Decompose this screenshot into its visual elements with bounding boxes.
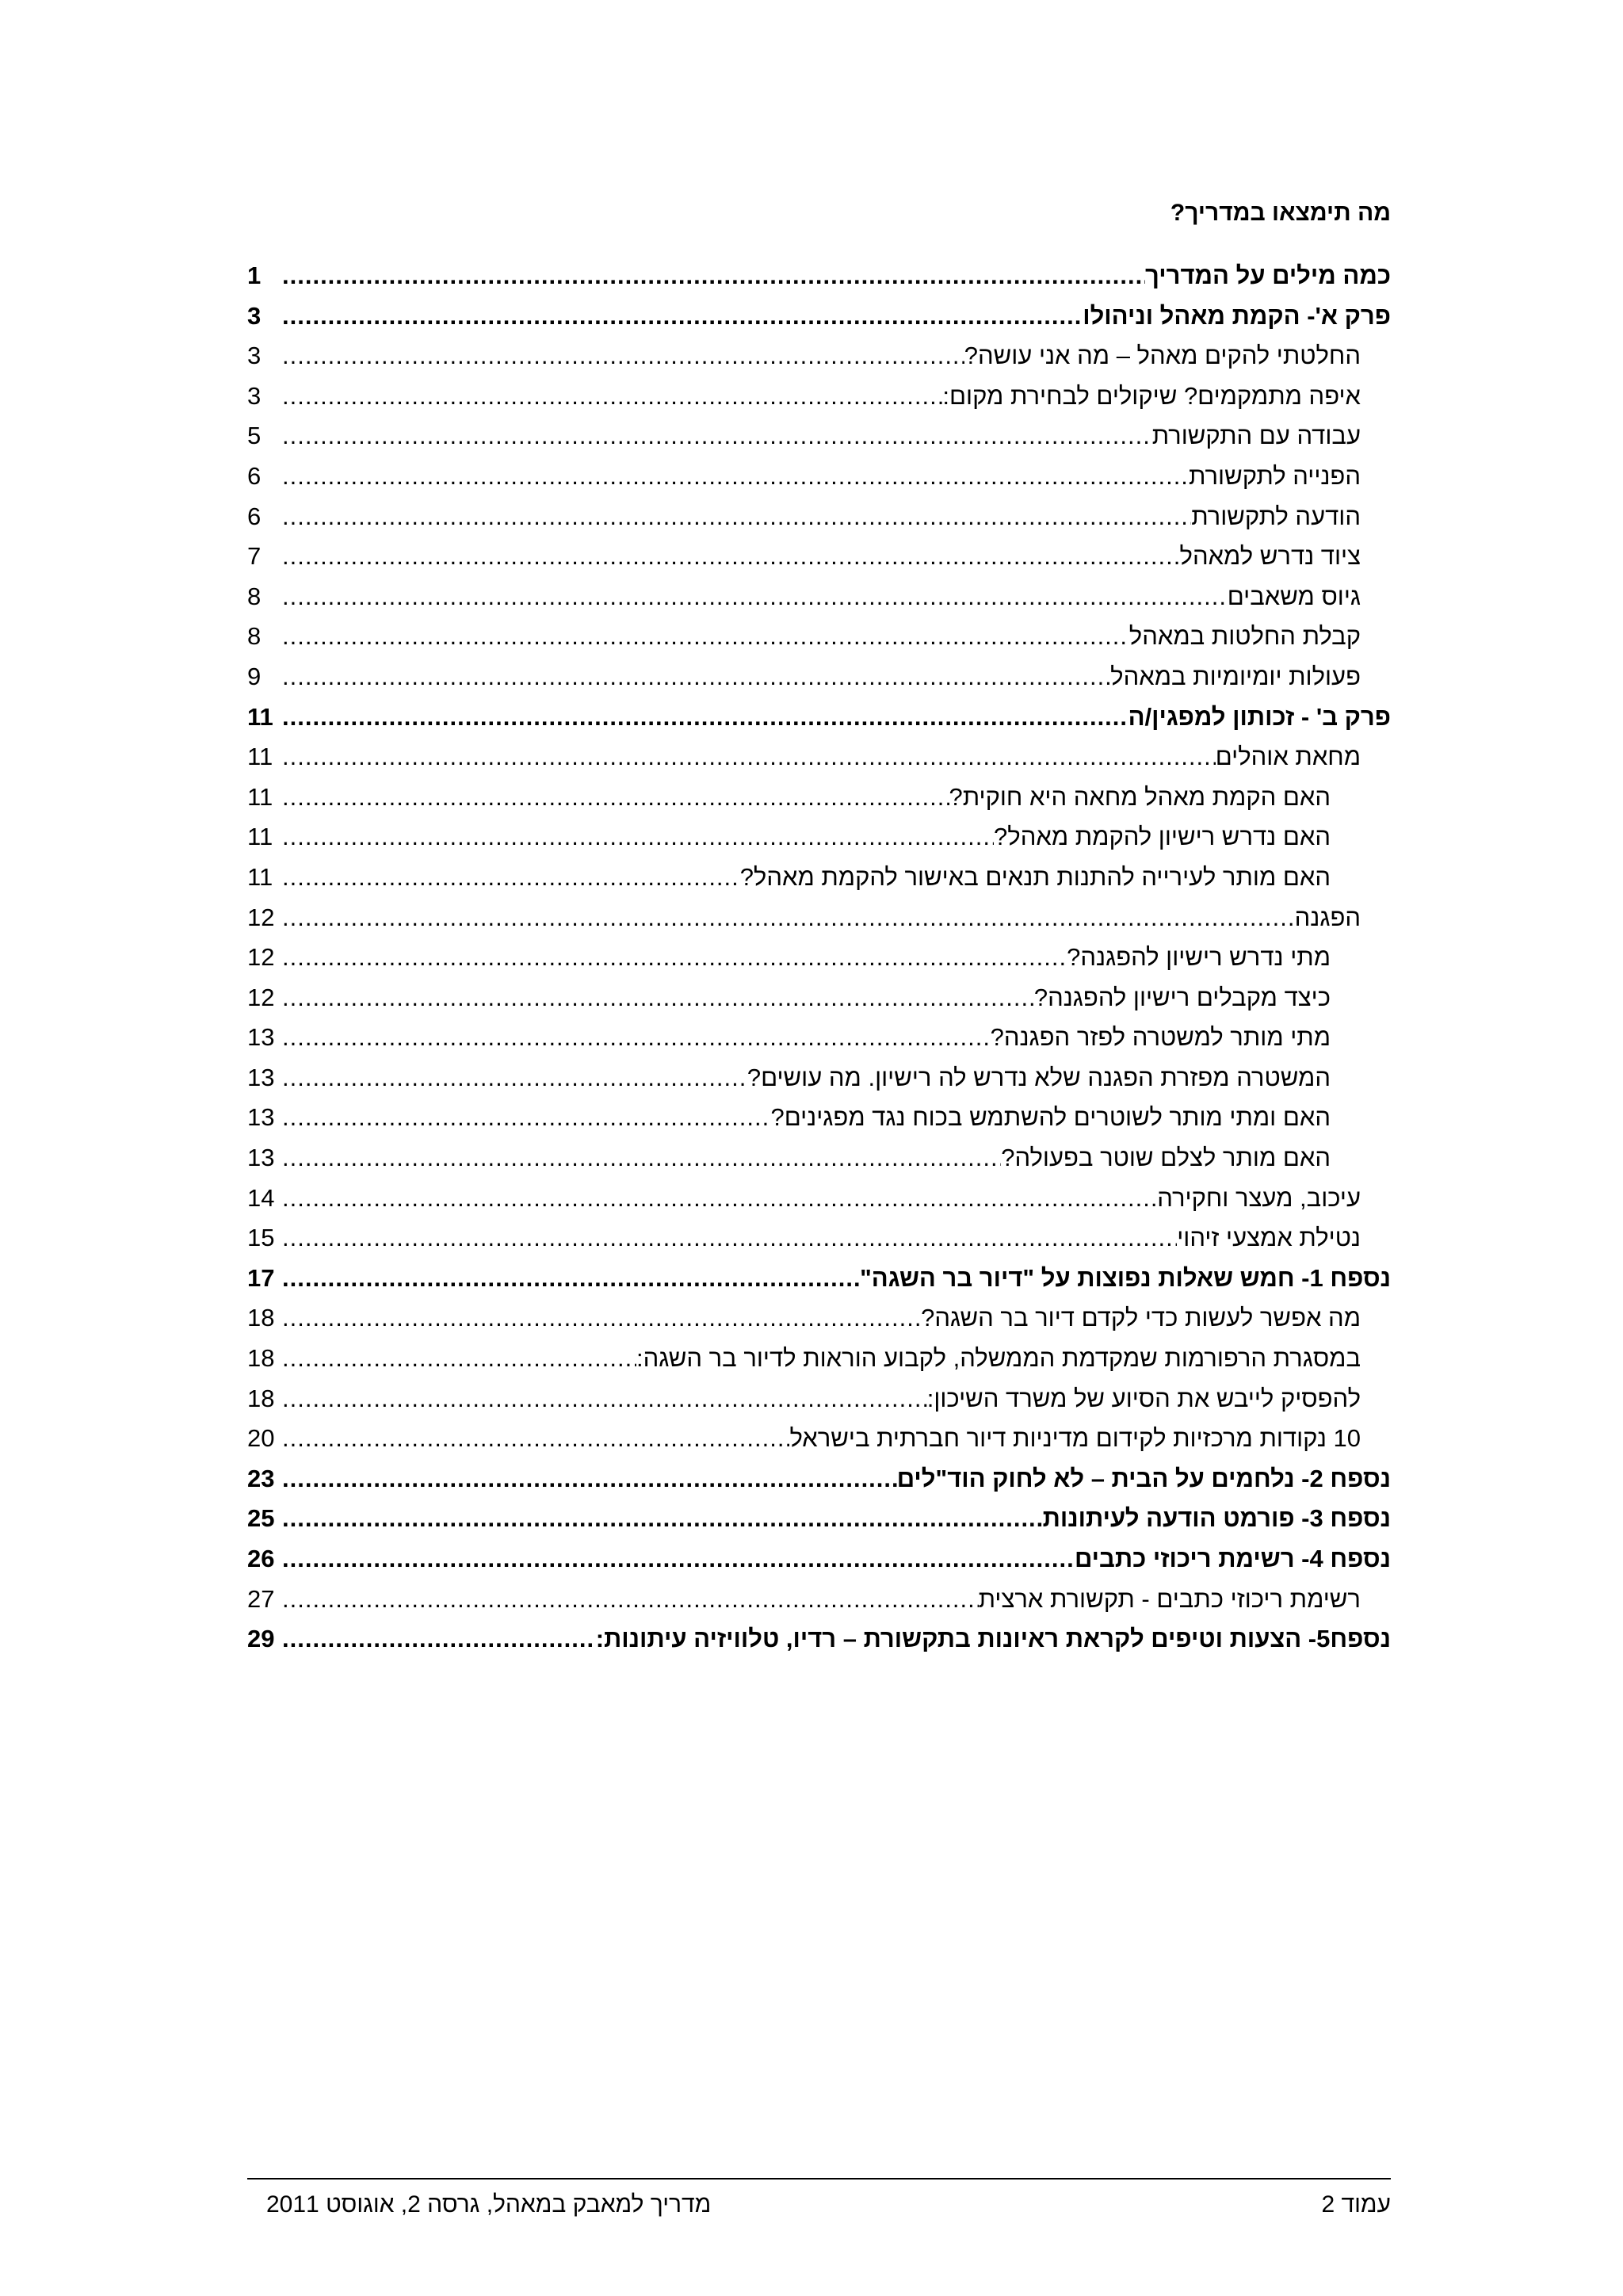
toc-entry-page-number: 18 [247, 1304, 275, 1332]
toc-entry-page-number: 7 [247, 542, 262, 571]
toc-dot-leader [282, 1344, 636, 1373]
toc-entry[interactable] [247, 1264, 1391, 1305]
toc-dot-leader [282, 984, 1034, 1012]
toc-entry[interactable] [247, 1385, 1391, 1425]
toc-entry-title: האם מותר לעירייה להתנות תנאים באישור להקמת מאהל? [739, 862, 1331, 891]
toc-dot-leader [282, 302, 1083, 330]
toc-entry[interactable] [247, 622, 1391, 663]
toc-entry-title: פרק א'- הקמת מאהל וניהולו [1083, 301, 1391, 330]
toc-entry-title: הפגנה [1294, 903, 1361, 931]
toc-entry-title: עיכוב, מעצר וחקירה [1157, 1183, 1361, 1212]
toc-entry[interactable] [247, 943, 1391, 984]
toc-entry[interactable] [247, 663, 1391, 703]
toc-entry[interactable] [247, 984, 1391, 1024]
toc-entry-page-number: 13 [247, 1103, 275, 1132]
toc-dot-leader [282, 502, 1191, 531]
footer-divider [247, 2178, 1391, 2179]
toc-entry-page-number: 11 [247, 862, 273, 891]
toc-entry-title: נספח 1- חמש שאלות נפוצות על "דיור בר השגה" [860, 1263, 1391, 1292]
toc-dot-leader [282, 1064, 747, 1092]
toc-dot-leader [282, 422, 1152, 450]
toc-entry-title: המשטרה מפזרת הפגנה שלא נדרש לה רישיון. מה עושים? [747, 1063, 1331, 1091]
toc-entry-title: מה אפשר לעשות כדי לקדם דיור בר השגה? [921, 1304, 1361, 1332]
toc-dot-leader [282, 462, 1189, 491]
toc-entry-title: במסגרת הרפורמות שמקדמת הממשלה, לקבוע הוראות לדיור בר השגה: [636, 1344, 1361, 1373]
toc-entry-page-number: 11 [247, 743, 273, 771]
toc-entry-title: מתי מותר למשטרה לפזר הפגנה? [990, 1023, 1331, 1052]
toc-entry[interactable] [247, 783, 1391, 823]
toc-entry-title: קבלת החלטות במאהל [1128, 622, 1361, 651]
toc-dot-leader [282, 542, 1180, 571]
toc-entry-title: פרק ב' - זכותון למפגין/ה [1128, 702, 1391, 731]
toc-entry[interactable] [247, 502, 1391, 543]
toc-dot-leader [282, 622, 1129, 651]
toc-entry-page-number: 17 [247, 1263, 275, 1292]
toc-dot-leader [282, 1184, 1157, 1213]
toc-entry-page-number: 23 [247, 1464, 275, 1492]
toc-entry-title: פעולות יומיומיות במאהל [1110, 662, 1361, 690]
toc-entry[interactable] [247, 1304, 1391, 1344]
toc-entry-page-number: 3 [247, 342, 262, 370]
toc-dot-leader [282, 1023, 991, 1052]
toc-dot-leader [282, 1585, 979, 1614]
toc-dot-leader [282, 1304, 921, 1332]
toc-entry-title: כיצד מקבלים רישיון להפגנה? [1033, 983, 1331, 1011]
toc-entry-page-number: 15 [247, 1224, 275, 1252]
toc-entry[interactable] [247, 1103, 1391, 1144]
toc-entry[interactable] [247, 703, 1391, 743]
toc-entry-title: הפנייה לתקשורת [1189, 461, 1361, 490]
toc-entry[interactable] [247, 422, 1391, 462]
toc-entry-page-number: 26 [247, 1545, 275, 1572]
toc-dot-leader [282, 783, 949, 812]
toc-entry-page-number: 11 [247, 782, 273, 811]
toc-dot-leader [282, 703, 1128, 732]
page-footer [247, 2191, 1391, 2223]
toc-entry[interactable] [247, 1064, 1391, 1104]
toc-dot-leader [282, 262, 1145, 290]
toc-entry[interactable] [247, 904, 1391, 944]
toc-entry-title: האם נדרש רישיון להקמת מאהל? [994, 823, 1331, 851]
toc-entry[interactable] [247, 863, 1391, 904]
toc-entry[interactable] [247, 542, 1391, 583]
toc-entry[interactable] [247, 1184, 1391, 1224]
toc-entry-title: ציוד נדרש למאהל [1179, 542, 1361, 571]
toc-entry-title: החלטתי להקים מאהל – מה אני עושה? [964, 342, 1361, 370]
toc-dot-leader [282, 1545, 1075, 1573]
toc-entry-page-number: 8 [247, 622, 262, 651]
toc-dot-leader [282, 1103, 770, 1132]
toc-entry[interactable] [247, 262, 1391, 302]
toc-entry-page-number: 25 [247, 1504, 275, 1533]
toc-dot-leader [282, 863, 740, 892]
toc-entry-page-number: 5 [247, 422, 262, 450]
toc-entry-title: איפה מתמקמים? שיקולים לבחירת מקום: [942, 381, 1361, 410]
toc-entry-page-number: 3 [247, 381, 262, 410]
toc-dot-leader [282, 1385, 927, 1413]
toc-entry-page-number: 13 [247, 1144, 275, 1172]
table-of-contents [247, 262, 1391, 1665]
toc-entry[interactable] [247, 823, 1391, 863]
toc-entry-page-number: 8 [247, 582, 262, 610]
toc-entry-title: נספח 4- רשימת ריכוזי כתבים [1074, 1545, 1391, 1572]
toc-dot-leader [282, 663, 1110, 691]
toc-entry-title: נספח 2- נלחמים על הבית – לא לחוק הוד"לים [896, 1464, 1391, 1492]
toc-entry[interactable] [247, 1023, 1391, 1064]
toc-entry-page-number: 13 [247, 1023, 275, 1052]
toc-entry-page-number: 6 [247, 502, 262, 530]
toc-entry-page-number: 12 [247, 983, 275, 1011]
toc-entry-title: כמה מילים על המדריך [1145, 262, 1391, 289]
toc-entry-title: גיוס משאבים [1227, 582, 1361, 610]
toc-entry-title: עבודה עם התקשורת [1151, 422, 1361, 450]
toc-entry[interactable] [247, 1585, 1391, 1626]
footer-page-number: עמוד 2 [1321, 2191, 1391, 2218]
toc-entry[interactable] [247, 1545, 1391, 1585]
toc-entry[interactable] [247, 302, 1391, 342]
toc-entry-page-number: 18 [247, 1344, 275, 1373]
toc-entry[interactable] [247, 342, 1391, 382]
toc-entry-page-number: 11 [247, 823, 273, 851]
toc-dot-leader [282, 743, 1216, 771]
toc-entry-page-number: 9 [247, 662, 262, 690]
toc-entry[interactable] [247, 1465, 1391, 1505]
toc-entry-page-number: 29 [247, 1625, 275, 1653]
toc-entry[interactable] [247, 1144, 1391, 1184]
toc-entry-title: נטילת אמצעי זיהוי [1177, 1224, 1361, 1252]
toc-entry-page-number: 12 [247, 943, 275, 972]
toc-entry[interactable] [247, 462, 1391, 502]
toc-dot-leader [282, 1144, 1001, 1172]
toc-entry[interactable] [247, 1504, 1391, 1545]
toc-entry-title: מתי נדרש רישיון להפגנה? [1067, 943, 1331, 972]
toc-dot-leader [282, 1264, 860, 1293]
toc-dot-leader [282, 382, 942, 411]
toc-dot-leader [282, 1504, 1043, 1533]
toc-entry[interactable] [247, 743, 1391, 783]
toc-entry-page-number: 11 [247, 702, 273, 731]
toc-dot-leader [282, 904, 1295, 932]
toc-entry-title: האם ומתי מותר לשוטרים להשתמש בכוח נגד מפגינים? [770, 1103, 1331, 1132]
toc-dot-leader [282, 823, 994, 851]
toc-dot-leader [282, 1625, 596, 1653]
toc-dot-leader [282, 1465, 897, 1493]
footer-document-title: מדריך למאבק במאהל, גרסה 2, אוגוסט 2011 [266, 2191, 712, 2218]
toc-entry-title: האם מותר לצלם שוטר בפעולה? [1001, 1144, 1331, 1172]
toc-entry-page-number: 27 [247, 1584, 275, 1613]
toc-dot-leader [282, 342, 964, 370]
toc-entry[interactable] [247, 1224, 1391, 1264]
toc-entry-title: הודעה לתקשורת [1191, 502, 1361, 530]
toc-entry-title: נספח5- הצעות וטיפים לקראת ראיונות בתקשורת – רדיו, טלוויזיה עיתונות: [595, 1625, 1391, 1653]
toc-entry-title: נספח 3- פורמט הודעה לעיתונות [1042, 1504, 1391, 1533]
toc-dot-leader [282, 583, 1228, 611]
toc-entry-page-number: 14 [247, 1183, 275, 1212]
toc-dot-leader [282, 1424, 789, 1453]
toc-entry[interactable] [247, 1625, 1391, 1665]
toc-entry[interactable] [247, 583, 1391, 623]
toc-entry[interactable] [247, 1424, 1391, 1465]
toc-entry-page-number: 13 [247, 1063, 275, 1091]
toc-entry-page-number: 20 [247, 1424, 275, 1453]
toc-entry-page-number: 12 [247, 903, 275, 931]
toc-entry[interactable] [247, 1344, 1391, 1385]
toc-heading: מה תימצאו במדריך? [1170, 200, 1391, 226]
toc-entry-title: מחאת אוהלים [1215, 743, 1361, 771]
toc-entry-page-number: 6 [247, 461, 262, 490]
toc-entry-page-number: 3 [247, 301, 262, 330]
toc-entry-title: האם הקמת מאהל מחאה היא חוקית? [949, 782, 1331, 811]
toc-entry-title: 10 נקודות מרכזיות לקידום מדיניות דיור חברתית בישראל [789, 1424, 1361, 1453]
toc-dot-leader [282, 1224, 1177, 1252]
toc-entry-page-number: 1 [247, 262, 262, 289]
toc-entry-title: להפסיק לייבש את הסיוע של משרד השיכון: [926, 1384, 1361, 1412]
toc-entry-title: רשימת ריכוזי כתבים - תקשורת ארצית [978, 1584, 1361, 1613]
toc-entry[interactable] [247, 382, 1391, 422]
toc-entry-page-number: 18 [247, 1384, 275, 1412]
toc-dot-leader [282, 943, 1067, 972]
